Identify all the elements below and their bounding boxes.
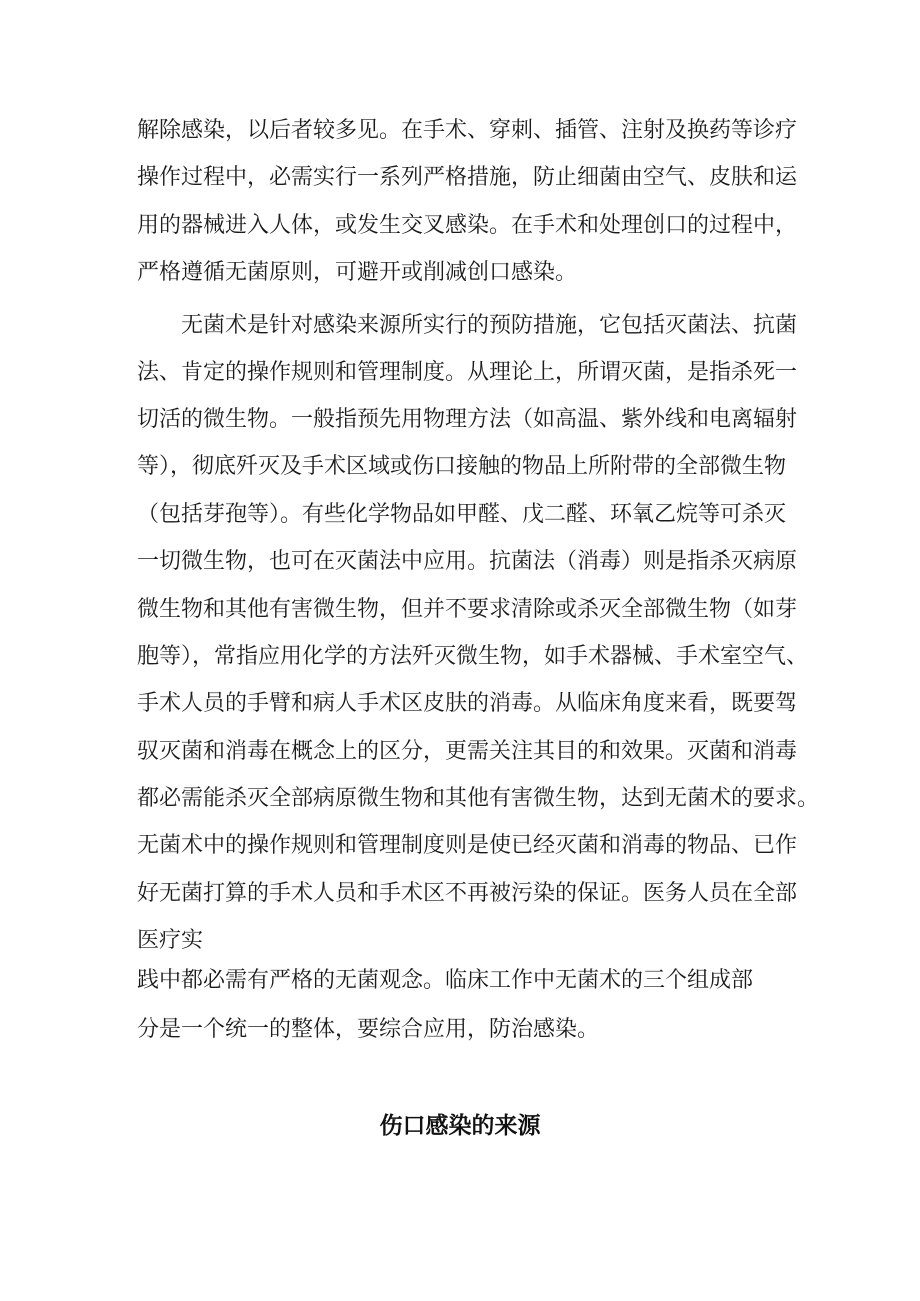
paragraph-2-line: 无菌术是针对感染来源所实行的预防措施，它包括灭菌法、抗菌 [181, 313, 798, 338]
paragraph-2-line: 手术人员的手臂和病人手术区皮肤的消毒。从临床角度来看，既要驾 [137, 691, 798, 716]
paragraph-2-line: 医疗实 [137, 928, 204, 953]
paragraph-2-line: 胞等），常指应用化学的方法歼灭微生物，如手术器械、手术室空气、 [137, 644, 809, 669]
paragraph-2-line: （包括芽孢等）。有些化学物品如甲醛、戊二醛、环氧乙烷等可杀灭 [137, 502, 787, 527]
paragraph-2-line: 微生物和其他有害微生物，但并不要求清除或杀灭全部微生物（如芽 [137, 597, 798, 622]
paragraph-2-line: 切活的微生物。一般指预先用物理方法（如高温、紫外线和电离辐射 [137, 407, 798, 432]
paragraph-2-line: 无菌术中的操作规则和管理制度则是使已经灭菌和消毒的物品、已作 [137, 833, 798, 858]
paragraph-1-line: 严格遵循无菌原则，可避开或削减创口感染。 [137, 260, 578, 285]
paragraph-1-line: 解除感染，以后者较多见。在手术、穿刺、插管、注射及换药等诊疗 [137, 118, 798, 143]
section-heading: 伤口感染的来源 [379, 1113, 541, 1139]
paragraph-2-line: 法、肯定的操作规则和管理制度。从理论上，所谓灭菌，是指杀死一 [137, 360, 798, 385]
paragraph-2-line: 等），彻底歼灭及手术区域或伤口接触的物品上所附带的全部微生物 [137, 454, 787, 479]
paragraph-2-line: 都必需能杀灭全部病原微生物和其他有害微生物，达到无菌术的要求。 [137, 786, 820, 811]
paragraph-2-line: 践中都必需有严格的无菌观念。临床工作中无菌术的三个组成部 [137, 968, 754, 993]
paragraph-2-line: 好无菌打算的手术人员和手术区不再被污染的保证。医务人员在全部 [137, 881, 798, 906]
paragraph-2-line: 驭灭菌和消毒在概念上的区分，更需关注其目的和效果。灭菌和消毒 [137, 739, 798, 764]
paragraph-1-line: 操作过程中，必需实行一系列严格措施，防止细菌由空气、皮肤和运 [137, 165, 798, 190]
paragraph-2-line: 一切微生物，也可在灭菌法中应用。抗菌法（消毒）则是指杀灭病原 [137, 549, 798, 574]
paragraph-1-line: 用的器械进入人体，或发生交叉感染。在手术和处理创口的过程中， [137, 213, 798, 238]
paragraph-2-line: 分是一个统一的整体，要综合应用，防治感染。 [137, 1017, 600, 1042]
